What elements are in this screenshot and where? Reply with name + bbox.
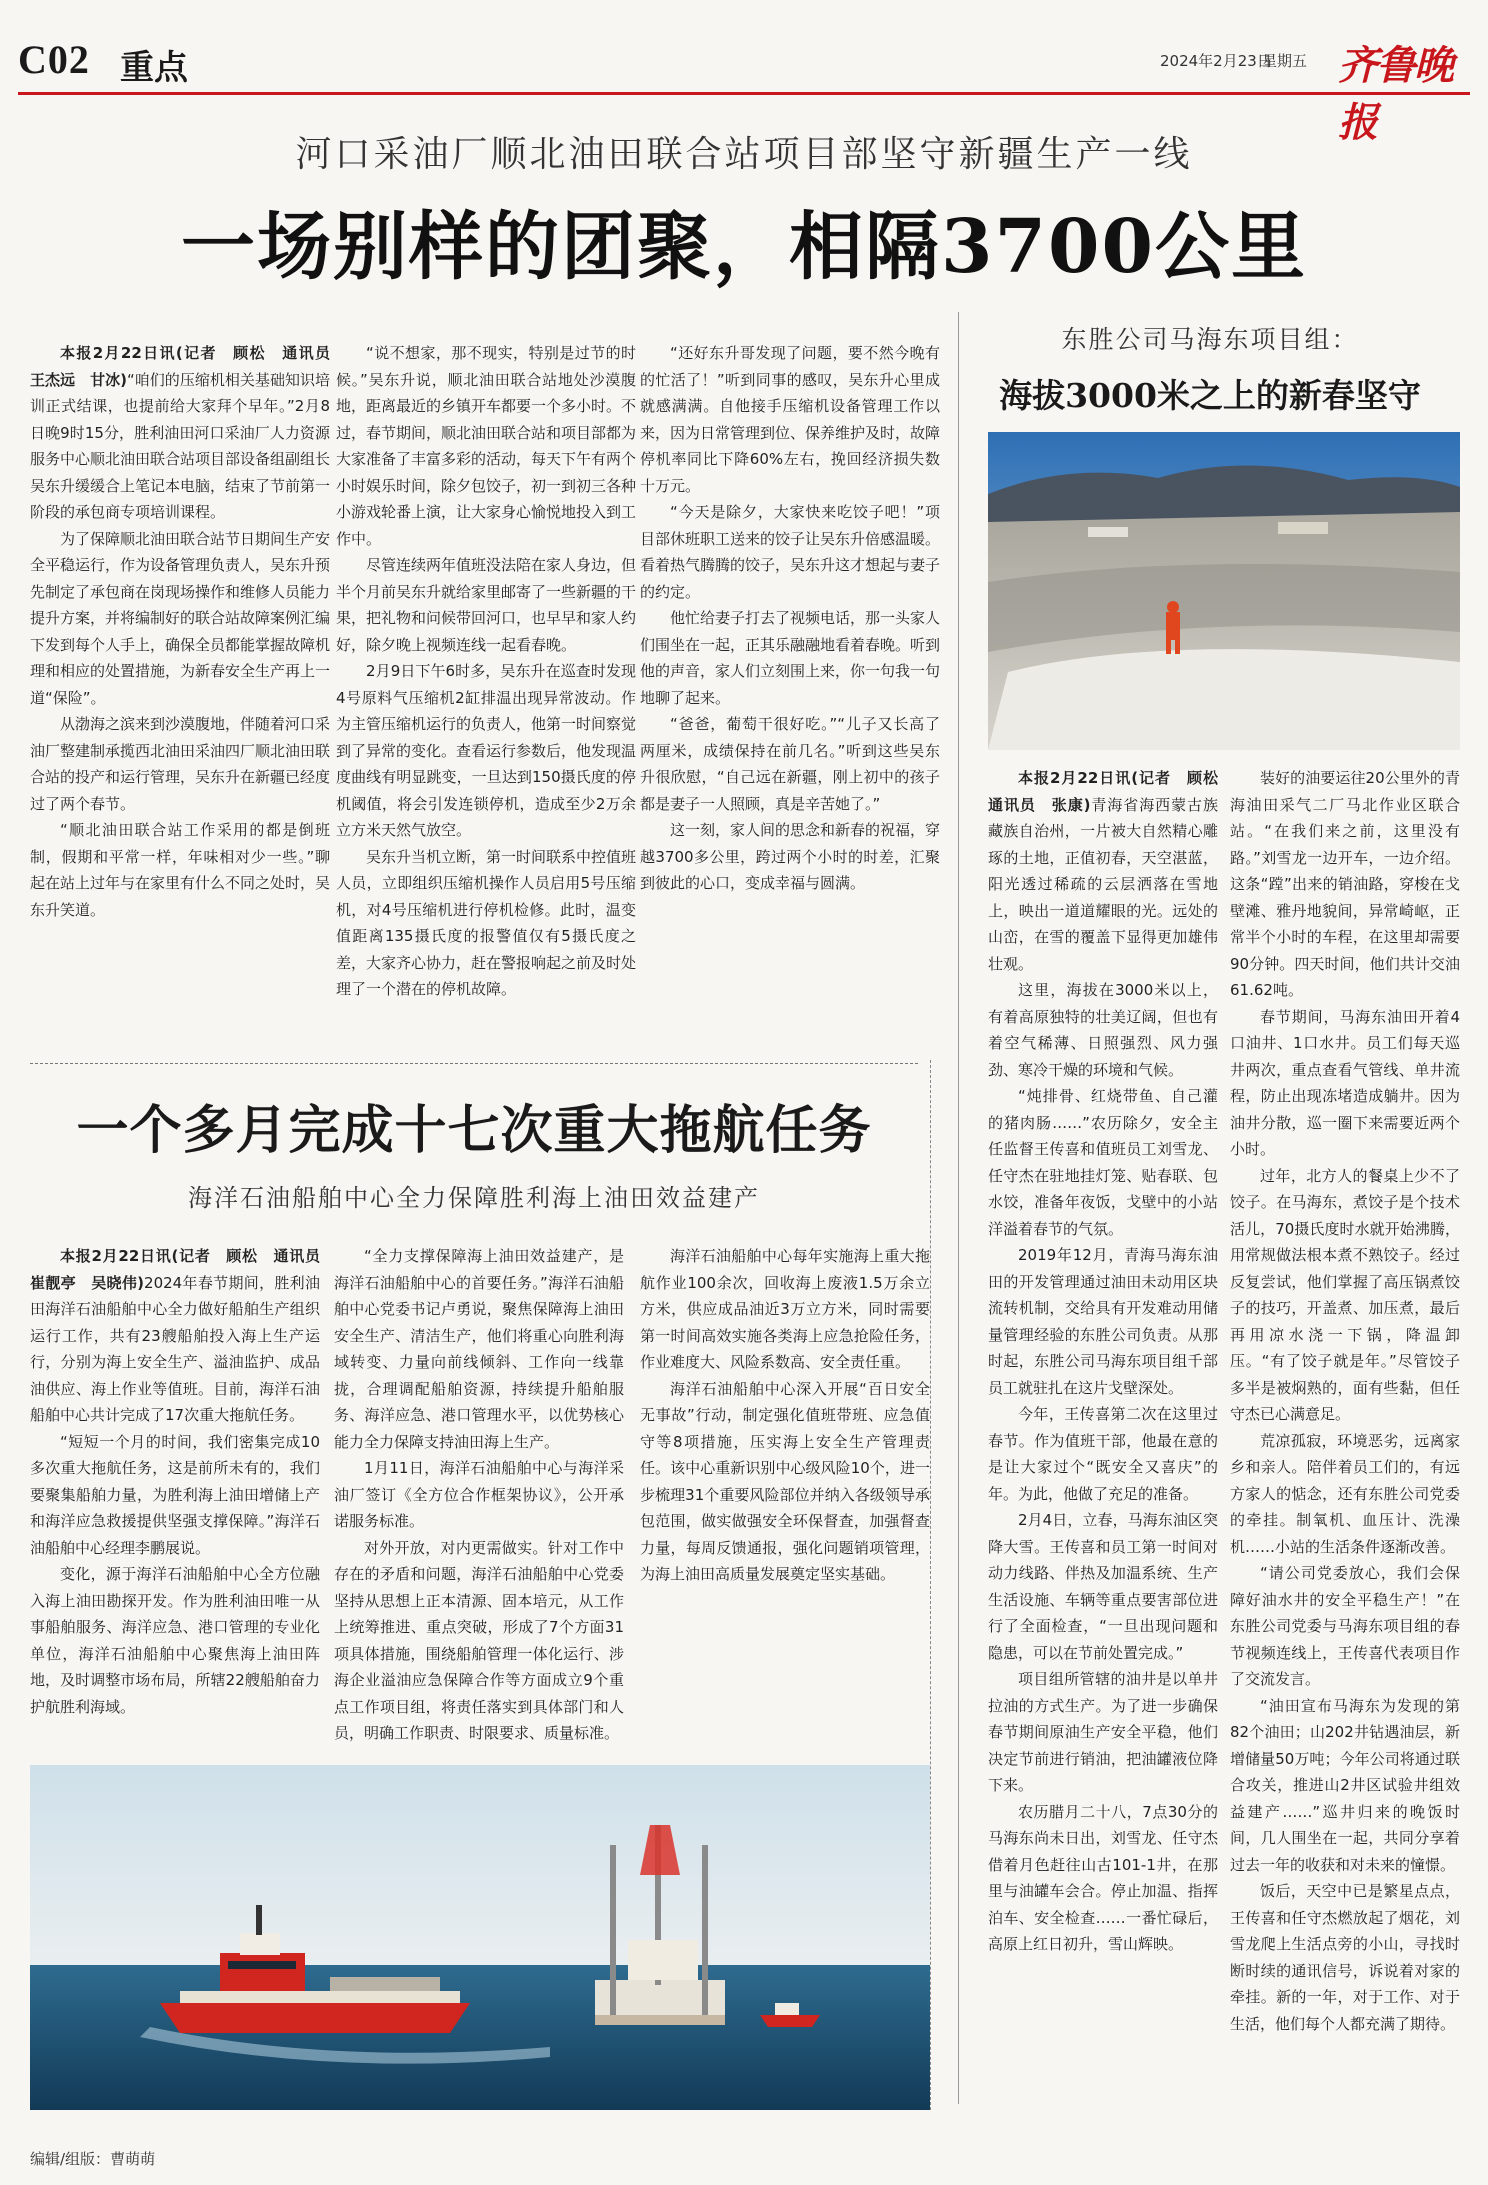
story3-column-2	[1230, 765, 1460, 2130]
story2-paragraph: 对外开放，对内更需做实。针对工作中存在的矛盾和问题，海洋石油船舶中心党委坚持从思想上正本清源、固本培元，从工作上统筹推进、重点突破，形成了7个方面31项具体措施，围绕船舶管理一体化运行、涉海企业溢油应急保障合作等方面成立9个重点工作项目组，将责任落实到具体部门和人员，明确工作职责、时限要求、质量标准。	[334, 1538, 624, 1742]
story2-title: 一个多月完成十七次重大拖航任务	[76, 1100, 872, 1161]
story3-paragraph: 荒凉孤寂，环境恶劣，远离家乡和亲人。陪伴着员工们的，有远方家人的惦念，还有东胜公司党委的牵挂。制氧机、血压计、洗澡机……小站的生活条件逐渐改善。	[1230, 1431, 1460, 1556]
story3-paragraph: “请公司党委放心，我们会保障好油水井的安全平稳生产！”在东胜公司党委与马海东项目组的春节视频连线上，王传喜代表项目作了交流发言。	[1230, 1564, 1460, 1688]
story3-paragraph: 装好的油要运往20公里外的青海油田采气二厂马北作业区联合站。“在我们来之前，这里没有路。”刘雪龙一边开车，一边介绍。这条“蹚”出来的销油路，穿梭在戈壁滩、雅丹地貌间，异常崎岖，正常半个小时的车程，在这里却需要90分钟。四天时间，他们共计交油61.62吨。	[1230, 769, 1460, 999]
page-header	[0, 0, 1488, 146]
header-rule	[18, 92, 1470, 95]
story1-paragraph: “说不想家，那不现实，特别是过节的时候。”吴东升说，顺北油田联合站地处沙漠腹地，距离最近的乡镇开车都要一个多小时。不过，春节期间，顺北油田联合站和项目部都为大家准备了丰富多彩的活动，每天下午有两个小时娱乐时间，除夕包饺子，初一到初三各种小游戏轮番上演，让大家身心愉悦地投入到工作中。	[336, 344, 637, 548]
section-code: C02	[18, 37, 90, 82]
story3-paragraph: “炖排骨、红烧带鱼、自己灌的猪肉肠……”农历除夕，安全主任监督王传喜和值班员工刘雪龙、任守杰在驻地挂灯笼、贴春联、包水饺，准备年夜饭，戈壁中的小站洋溢着春节的气氛。	[988, 1087, 1218, 1238]
issue-weekday: 星期五	[1262, 52, 1308, 70]
story1-paragraph: “爸爸，葡萄干很好吃。”“儿子又长高了两厘米，成绩保持在前几名。”听到这些吴东升很欣慰，“自己远在新疆，刚上初中的孩子都是妻子一人照顾，真是辛苦她了。”	[640, 715, 940, 813]
story1-paragraph: 这一刻，家人间的思念和新春的祝福，穿越3700多公里，跨过两个小时的时差，汇聚到彼此的心口，变成幸福与圆满。	[640, 821, 941, 892]
story2-paragraph: 2024年春节期间，胜利油田海洋石油船舶中心全力做好船舶生产组织运行工作，共有23艘船舶投入海上生产运行，分别为海上安全生产、溢油监护、成品油供应、海上作业等值班。目前，海洋石油船舶中心共计完成了17次重大拖航任务。	[30, 1273, 320, 1424]
story3-column-1	[988, 765, 1234, 2130]
story2-column-2	[334, 1243, 624, 1753]
story1-paragraph: 从渤海之滨来到沙漠腹地，伴随着河口采油厂整建制承揽西北油田采油四厂顺北油田联合站的投产和运行管理，吴东升在新疆已经度过了两个春节。	[30, 715, 331, 813]
story1-byline: 本报2月22日讯(记者 顾松 通讯员 王杰远 甘冰)	[30, 344, 346, 389]
story2-paragraph: 变化，源于海洋石油船舶中心全方位融入海上油田勘探开发。作为胜利油田唯一从事船舶服务、海洋应急、港口管理的专业化单位，海洋石油船舶中心聚焦海上油田阵地，及时调整市场布局，所辖22艘船舶奋力护航胜利海域。	[30, 1565, 320, 1716]
story1-paragraph: 他忙给妻子打去了视频电话，那一头家人们围坐在一起，正其乐融融地看着春晚。听到他的声音，家人们立刻围上来，你一句我一句地聊了起来。	[640, 609, 941, 707]
story1-paragraph: 尽管连续两年值班没法陪在家人身边，但半个月前吴东升就给家里邮寄了一些新疆的干果，把礼物和问候带回河口，也早早和家人约好，除夕晚上视频连线一起看春晚。	[336, 556, 637, 654]
story3-paragraph: 2月4日，立春，马海东油区突降大雪。王传喜和员工第一时间对动力线路、伴热及加温系统、生产生活设施、车辆等重点要害部位进行了全面检查，“一旦出现问题和隐患，可以在节前处置完成。”	[988, 1511, 1218, 1662]
story3-paragraph: 青海省海西蒙古族藏族自治州，一片被大自然精心雕琢的土地，正值初春，天空湛蓝，阳光透过稀疏的云层洒落在雪地上，映出一道道耀眼的光。远处的山峦，在雪的覆盖下显得更加雄伟壮观。	[988, 795, 1218, 973]
editor-label: 编辑/组版：	[30, 2150, 111, 2168]
story3-subtitle: 东胜公司马海东项目组：	[1061, 325, 1359, 354]
story1-paragraph: “咱们的压缩机相关基础知识培训正式结课，也提前给大家拜个早年。”2月8日晚9时15分，胜利油田河口采油厂人力资源服务中心顺北油田联合站项目部设备组副组长吴东升缓缓合上笔记本电脑，结束了节前第一阶段的承包商专项培训课程。	[30, 370, 331, 521]
story2-paragraph: 1月11日，海洋石油船舶中心与海洋采油厂签订《全方位合作框架协议》，公开承诺服务标准。	[334, 1459, 624, 1530]
story1-column-2	[336, 340, 636, 1050]
story3-paragraph: 农历腊月二十八，7点30分的马海东尚未日出，刘雪龙、任守杰借着月色赶往山古101-1井，在那里与油罐车会合。停止加温、指挥泊车、安全检查……一番忙碌后，高原上红日初升，雪山辉映。	[988, 1802, 1218, 1953]
story1-column-3	[640, 340, 940, 932]
story3-paragraph: 2019年12月，青海马海东油田的开发管理通过油田未动用区块流转机制，交给具有开发难动用储量管理经验的东胜公司负责。从那时起，东胜公司马海东项目组千部员工就驻扎在这片戈壁深处。	[988, 1246, 1218, 1397]
story3-paragraph: 春节期间，马海东油田开着4口油井、1口水井。员工们每天巡井两次，重点查看气管线、单井流程，防止出现冻堵造成躺井。因为油井分散，巡一圈下来需要近两个小时。	[1230, 1007, 1460, 1158]
section-name: 重点	[120, 48, 188, 88]
story2-subtitle: 海洋石油船舶中心全力保障胜利海上油田效益建产	[188, 1184, 760, 1212]
story3-title: 海拔3000米之上的新春坚守	[999, 376, 1421, 415]
story1-subtitle: 河口采油厂顺北油田联合站项目部坚守新疆生产一线	[295, 134, 1193, 175]
story1-paragraph: 2月9日下午6时多，吴东升在巡查时发现4号原料气压缩机2缸排温出现异常波动。作为主管压缩机运行的负责人，他第一时间察觉到了异常的变化。查看运行参数后，他发现温度曲线有明显跳变，一旦达到150摄氏度的停机阈值，将会引发连锁停机，造成至少2万余立方米天然气放空。	[336, 662, 637, 839]
story1-paragraph: “顺北油田联合站工作采用的都是倒班制，假期和平常一样，年味相对少一些。”聊起在站上过年与在家里有什么不同之处时，吴东升笑道。	[30, 821, 331, 919]
story3-paragraph: 这里，海拔在3000米以上，有着高原独特的壮美辽阔，但也有着空气稀薄、日照强烈、风力强劲、寒冷干燥的环境和气候。	[988, 981, 1218, 1079]
story1-paragraph: “今天是除夕，大家快来吃饺子吧！”项目部休班职工送来的饺子让吴东升倍感温暖。看着热气腾腾的饺子，吴东升这才想起与妻子的约定。	[640, 503, 941, 601]
story2-paragraph: 海洋石油船舶中心深入开展“百日安全无事故”行动，制定强化值班带班、应急值守等8项措施，压实海上安全生产管理责任。该中心重新识别中心级风险10个，进一步梳理31个重要风险部位并纳入各级领导承包范围，做实做强安全环保督查，加强督查力量，每周反馈通报，强化问题销项管理，为海上油田高质量发展奠定坚实基础。	[640, 1379, 930, 1583]
column-divider-dashed	[930, 1060, 931, 2110]
plateau-photo	[988, 432, 1460, 750]
story3-paragraph: 过年，北方人的餐桌上少不了饺子。在马海东，煮饺子是个技术活儿，70摄氏度时水就开始沸腾，用常规做法根本煮不熟饺子。经过反复尝试，他们掌握了高压锅煮饺子的技巧，开盖煮、加压煮，最后再用凉水浇一下锅，降温卸压。“有了饺子就是年。”尽管饺子多半是被焖熟的，面有些黏，但任守杰已心满意足。	[1230, 1166, 1460, 1423]
story3-paragraph: 今年，王传喜第二次在这里过春节。作为值班干部，他最在意的是让大家过个“既安全又喜庆”的年。为此，他做了充足的准备。	[988, 1405, 1218, 1503]
story1-paragraph: 吴东升当机立断，第一时间联系中控值班人员，立即组织压缩机操作人员启用5号压缩机，对4号压缩机进行停机检修。此时，温变值距离135摄氏度的报警值仅有5摄氏度之差，大家齐心协力，赶在警报响起之前及时处理了一个潜在的停机故障。	[336, 847, 637, 998]
section-divider	[30, 1063, 918, 1064]
story1-title: 一场别样的团聚，相隔3700公里	[181, 204, 1307, 290]
editor-credit	[30, 2148, 155, 2169]
story2-byline: 本报2月22日讯(记者 顾松 通讯员 崔靓亭 吴晓伟)	[30, 1247, 336, 1292]
story2-column-3	[640, 1243, 930, 1753]
issue-date: 2024年2月23日	[1160, 52, 1272, 70]
story3-paragraph: 饭后，天空中已是繁星点点，王传喜和任守杰燃放起了烟花，刘雪龙爬上生活点旁的小山，寻找时断时续的通讯信号，诉说着对家的牵挂。新的一年，对于工作、对于生活，他们每个人都充满了期待。	[1230, 1882, 1460, 2033]
story2-column-1	[30, 1243, 336, 1753]
story3-paragraph: 项目组所管辖的油井是以单井拉油的方式生产。为了进一步确保春节期间原油生产安全平稳，他们决定节前进行销油，把油罐液位降下来。	[988, 1670, 1218, 1794]
story1-paragraph: “还好东升哥发现了问题，要不然今晚有的忙活了！”听到同事的感叹，吴东升心里成就感满满。自他接手压缩机设备管理工作以来，因为日常管理到位、保养维护及时，故障停机率同比下降60%左右，挽回经济损失数十万元。	[640, 344, 941, 495]
editor-name: 曹萌萌	[110, 2150, 156, 2168]
story3-byline: 本报2月22日讯(记者 顾松 通讯员 张康)	[988, 769, 1234, 814]
story2-paragraph: “短短一个月的时间，我们密集完成10多次重大拖航任务，这是前所未有的，我们要聚集船舶力量，为胜利海上油田增储上产和海洋应急救援提供坚强支撑保障。”海洋石油船舶中心经理李鹏展说。	[30, 1432, 320, 1557]
ship-photo	[30, 1765, 930, 2110]
story2-paragraph: 海洋石油船舶中心每年实施海上重大拖航作业100余次，回收海上废液1.5万余立方米，供应成品油近3万立方米，同时需要第一时间高效实施各类海上应急抢险任务，作业难度大、风险系数高、安全责任重。	[640, 1247, 930, 1371]
story1-column-1	[30, 340, 346, 1050]
story2-paragraph: “全力支撑保障海上油田效益建产，是海洋石油船舶中心的首要任务。”海洋石油船舶中心党委书记卢勇说，聚焦保障海上油田安全生产、清洁生产，他们将重心向胜利海域转变、力量向前线倾斜、工作向一线靠拢，合理调配船舶资源，持续提升船舶服务、海洋应急、港口管理水平，以优势核心能力全力保障支持油田海上生产。	[334, 1247, 624, 1451]
masthead-logo: 齐鲁晚报	[1338, 42, 1452, 146]
story1-paragraph: 为了保障顺北油田联合站节日期间生产安全平稳运行，作为设备管理负责人，吴东升预先制定了承包商在岗现场操作和维修人员能力提升方案，并将编制好的联合站故障案例汇编下发到每个人手上，确保全员都能掌握故障机理和相应的处置措施，为新春安全生产再上一道“保险”。	[30, 529, 331, 707]
story3-paragraph: “油田宣布马海东为发现的第82个油田；山202井钻遇油层，新增储量50万吨；今年公司将通过联合攻关，推进山2井区试验井组效益建产……”巡井归来的晚饭时间，几人围坐在一起，共同分享着过去一年的收获和对未来的憧憬。	[1230, 1696, 1460, 1874]
column-divider	[958, 312, 959, 2104]
